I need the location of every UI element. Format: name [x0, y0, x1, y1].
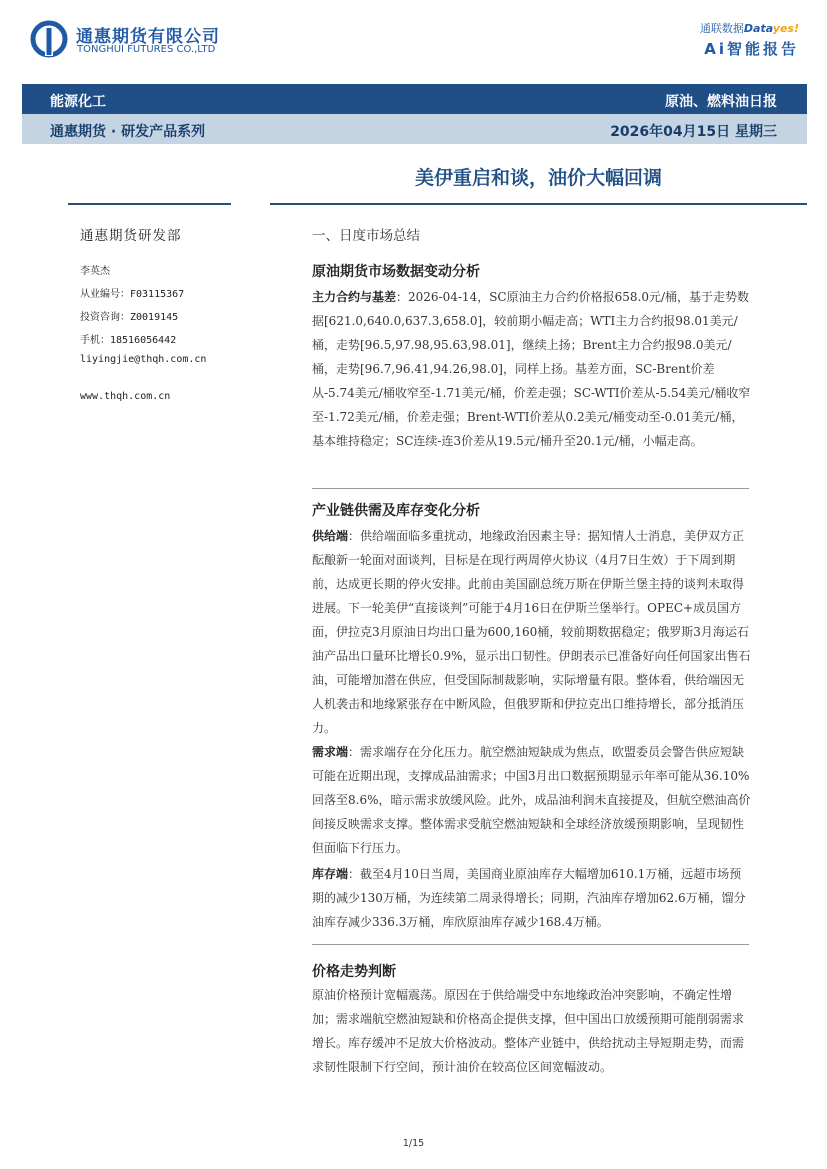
report-type-label: 原油、燃料油日报 — [665, 94, 777, 110]
tonglian-datayes-logo — [700, 20, 799, 36]
demand-paragraph — [312, 740, 753, 860]
ai-report-label: Ai智能报告 — [704, 40, 799, 58]
series-label: 通惠期货 · 研发产品系列 — [50, 124, 206, 140]
right-divider — [270, 203, 807, 205]
supply-paragraph — [312, 524, 753, 740]
analyst-name: 李英杰 — [80, 266, 110, 277]
futures-paragraph — [312, 285, 753, 453]
category-label: 能源化工 — [50, 94, 106, 110]
section-separator — [312, 944, 749, 945]
website-link[interactable]: www.thqh.com.cn — [80, 391, 171, 402]
supply-label: 供给端 — [312, 529, 349, 543]
demand-text: ：需求端存在分化压力。航空燃油短缺成为焦点，欧盟委员会警告供应短缺可能在近期出现，支撑成品油需求；中国3月出口数据预期显示年率可能从36.10%回落至8.6%，暗示需求放缓风险。此外，成品油利润未直接提及，但航空燃油高价间接反映需求支撑。整体需求受航空燃油短缺和全球经济放缓预期影响，呈现韧性但面临下行压力。 — [312, 745, 751, 855]
phone-number: 手机：18516056442 — [80, 335, 177, 346]
email-address[interactable]: liyingjie@thqh.com.cn — [80, 354, 207, 365]
company-logo-icon — [30, 20, 70, 58]
license-number: 从业编号：F03115367 — [80, 289, 185, 300]
price-paragraph: 原油价格预计宽幅震荡。原因在于供给端受中东地缘政治冲突影响，不确定性增加；需求端航空燃油短缺和价格高企提供支撑，但中国出口放缓预期可能削弱需求增长。库存缓冲不足放大价格波动。整体产业链中，供给扰动主导短期走势，而需求韧性限制下行空间，预计油价在较高位区间宽幅波动。 — [312, 988, 745, 1074]
company-name-en: TONGHUI FUTURES CO.,LTD — [77, 44, 216, 55]
demand-label: 需求端 — [312, 745, 349, 759]
series-banner — [22, 114, 807, 144]
price-heading: 价格走势判断 — [312, 964, 396, 980]
futures-heading: 原油期货市场数据变动分析 — [312, 264, 480, 280]
section-separator — [312, 488, 749, 489]
left-divider — [68, 203, 231, 205]
category-banner — [22, 84, 807, 114]
inventory-paragraph — [312, 862, 753, 934]
report-date: 2026年04月15日 星期三 — [610, 124, 777, 140]
page-number: 1/15 — [402, 1138, 425, 1149]
inventory-text: ：截至4月10日当周，美国商业原油库存大幅增加610.1万桶，远超市场预期的减少130万桶，为连续第二周录得增长；同期，汽油库存增加62.6万桶，馏分油库存减少336.3万桶，库欣原油库存减少168.4万桶。 — [312, 867, 746, 929]
tonglian-yes: yes! — [772, 22, 799, 35]
page-title: 美伊重启和谈，油价大幅回调 — [414, 167, 662, 189]
supply-chain-heading: 产业链供需及库存变化分析 — [312, 503, 480, 519]
inventory-label: 库存端 — [312, 867, 349, 881]
tonglian-data: Data — [743, 22, 773, 35]
supply-text: ：供给端面临多重扰动，地缘政治因素主导：据知情人士消息，美伊双方正酝酿新一轮面对面谈判，目标是在现行两周停火协议（4月7日生效）于下周到期前，达成更长期的停火安排。此前由美国副总统万斯在伊斯兰堡主持的谈判未取得进展。下一轮美伊“直接谈判”可能于4月16日在伊斯兰堡举行。OPEC+成员国方面，伊拉克3月原油日均出口量为600,160桶，较前期数据稳定；俄罗斯3月海运石油产品出口量环比增长0.9%，显示出口韧性。伊朗表示已准备好向任何国家出售石油，可能增加潜在供应，但受国际制裁影响，实际增量有限。整体看，供给端因无人机袭击和地缘紧张存在中断风险，但俄罗斯和伊拉克出口维持增长，部分抵消压力。 — [312, 529, 751, 735]
company-name-cn: 通惠期货有限公司 — [76, 27, 220, 47]
section-heading: 一、日度市场总结 — [312, 228, 420, 244]
basis-label: 主力合约与基差 — [312, 290, 397, 304]
consult-number: 投资咨询：Z0019145 — [80, 312, 179, 323]
tonglian-prefix: 通联数据 — [699, 22, 744, 35]
futures-text: ：2026-04-14，SC原油主力合约价格报658.0元/桶，基于走势数据[621.0,640.0,637.3,658.0]，较前期小幅走高；WTI主力合约报98.01美元/桶，走势[96.5,97.98,95.63,98.01]，继续上扬；Brent主力合约报98.0美元/桶，走势[96.7,96.41,94.26,98.0]，同样上扬。基差方面，SC-Brent价差从-5.74美元/桶收窄至-1.71美元/桶，价差走强；SC-WTI价差从-5.54美元/桶收窄至-1.72美元/桶，价差走强；Brent-WTI价差从0.2美元/桶变动至-0.01美元/桶，基本维持稳定；SC连续-连3价差从19.5元/桶升至20.1元/桶，小幅走高。 — [312, 290, 751, 448]
department-name: 通惠期货研发部 — [80, 228, 182, 244]
